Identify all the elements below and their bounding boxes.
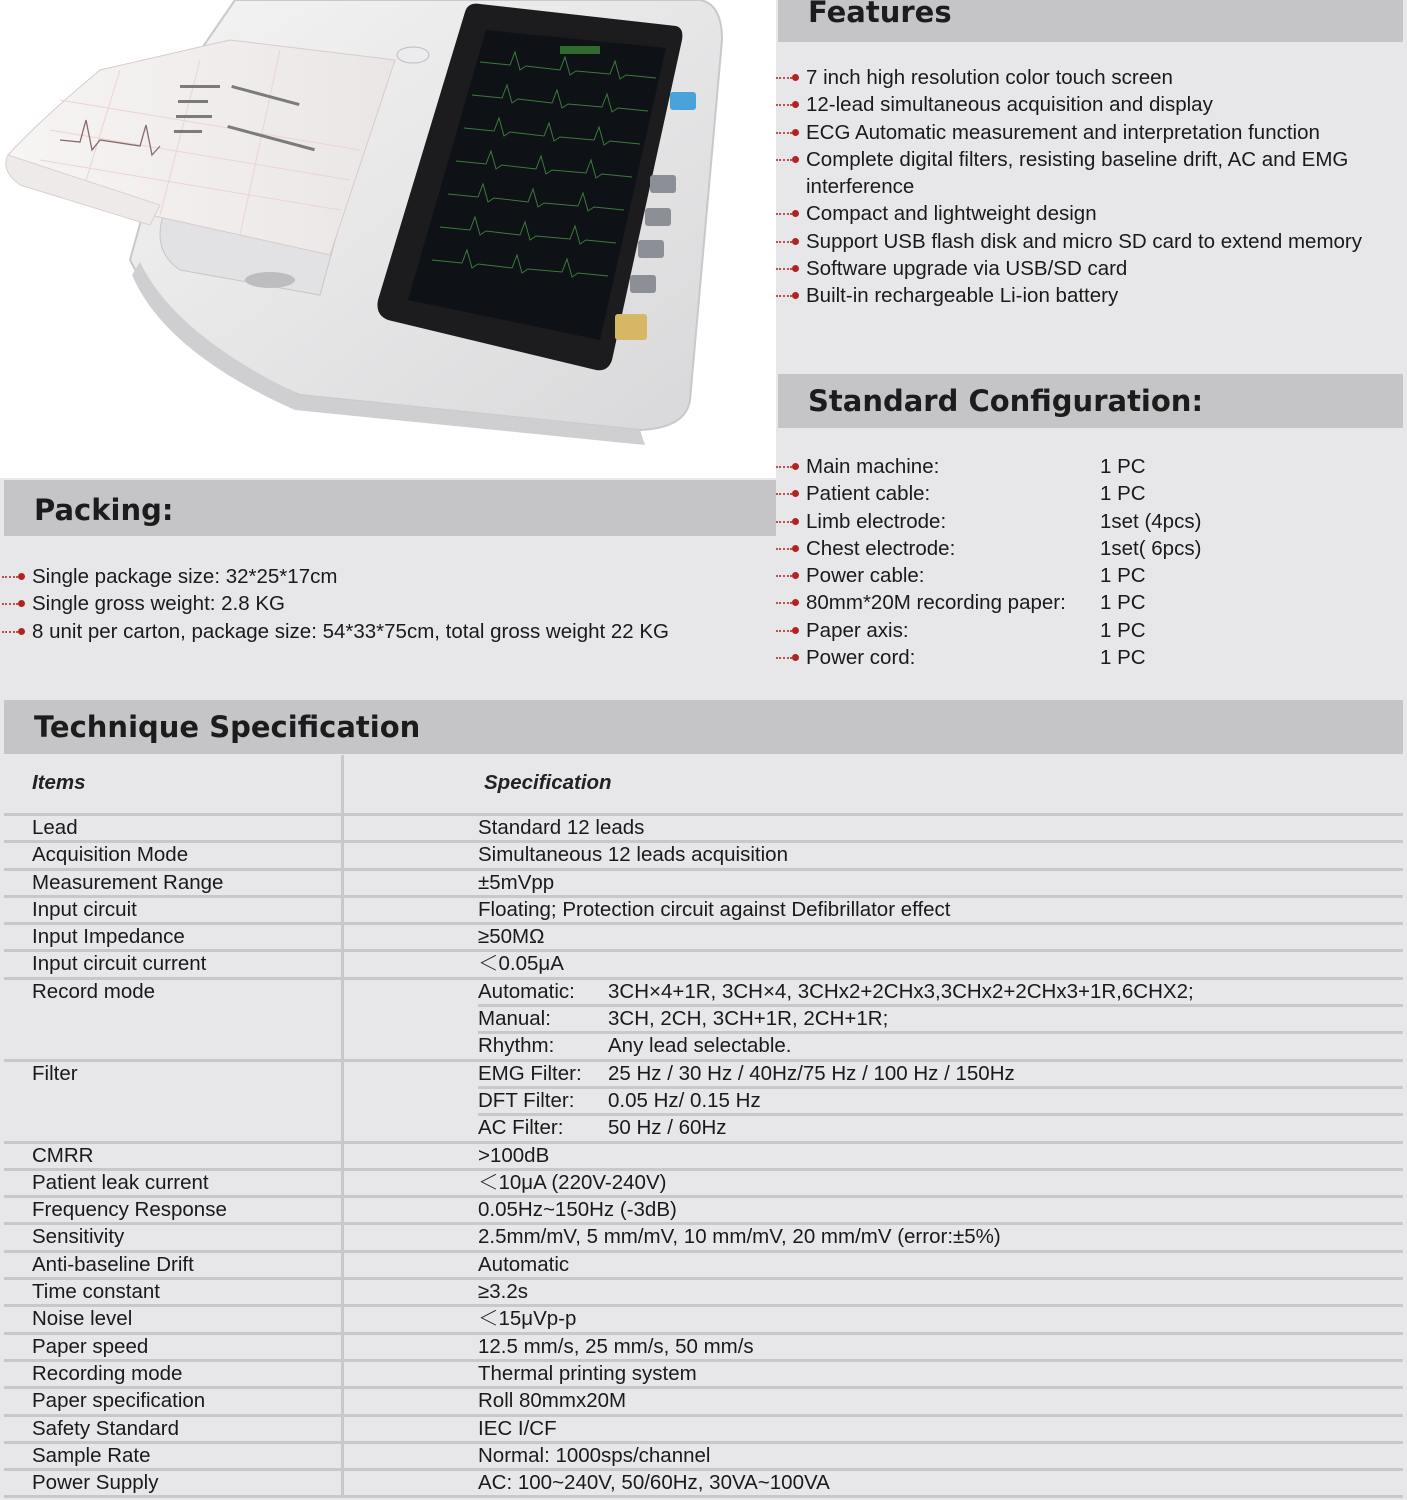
spec-value-line bbox=[478, 1335, 1403, 1359]
packing-item bbox=[32, 563, 732, 590]
spec-item-name: Noise level bbox=[32, 1307, 133, 1331]
spec-item-name: Safety Standard bbox=[32, 1416, 180, 1440]
bullet-icon bbox=[776, 570, 802, 582]
packing-list bbox=[32, 563, 732, 645]
config-item-qty: 1 PC bbox=[1100, 591, 1146, 615]
spec-row bbox=[4, 980, 1403, 1062]
config-item-qty: 1set( 6pcs) bbox=[1100, 536, 1202, 560]
spec-item-name: Record mode bbox=[32, 979, 156, 1003]
spec-row bbox=[4, 1389, 1403, 1416]
config-item bbox=[806, 453, 1396, 480]
spec-row bbox=[4, 1444, 1403, 1471]
spec-row bbox=[4, 1062, 1403, 1144]
packing-item-text: Single gross weight: 2.8 KG bbox=[32, 592, 285, 616]
spec-value-text: IEC I/CF bbox=[478, 1416, 557, 1440]
spec-value-text: >100dB bbox=[478, 1143, 550, 1167]
spec-value-text: ≥3.2s bbox=[478, 1280, 528, 1304]
packing-item-text: Single package size: 32*25*17cm bbox=[32, 565, 338, 588]
spec-sub-label: Automatic: bbox=[478, 979, 575, 1003]
bullet-icon bbox=[776, 516, 802, 528]
spec-value-text: 0.05Hz~150Hz (-3dB) bbox=[478, 1198, 677, 1222]
spec-row bbox=[4, 1471, 1403, 1498]
spec-value bbox=[478, 1307, 1403, 1331]
bullet-icon bbox=[776, 290, 802, 302]
feature-item bbox=[806, 64, 1396, 91]
spec-value-line bbox=[478, 1417, 1403, 1441]
spec-value-line bbox=[478, 816, 1403, 840]
spec-value-line bbox=[478, 1444, 1403, 1468]
config-item-qty: 1 PC bbox=[1100, 646, 1146, 670]
spec-value bbox=[478, 1335, 1403, 1359]
spec-row bbox=[4, 1253, 1403, 1280]
spec-item-name: Sensitivity bbox=[32, 1225, 125, 1249]
spec-value-text: 3CH, 2CH, 3CH+1R, 2CH+1R; bbox=[608, 1007, 889, 1031]
spec-item-name: Filter bbox=[32, 1061, 78, 1085]
spec-value-text: Automatic bbox=[478, 1252, 570, 1276]
config-item-name: Patient cable: bbox=[806, 482, 931, 506]
spec-value-line bbox=[478, 871, 1403, 895]
feature-item-text: Support USB flash disk and micro SD card to extend memory bbox=[806, 229, 1363, 253]
config-item-qty: 1 PC bbox=[1100, 482, 1146, 506]
config-item-name: Main machine: bbox=[806, 455, 940, 478]
spec-row bbox=[4, 1417, 1403, 1444]
spec-item-name: Acquisition Mode bbox=[32, 843, 189, 867]
features-list bbox=[806, 64, 1396, 310]
spec-table-header bbox=[4, 755, 1403, 816]
spec-value-line bbox=[478, 952, 1403, 976]
spec-item-name: Recording mode bbox=[32, 1361, 183, 1385]
spec-item-name: Paper specification bbox=[32, 1389, 206, 1413]
spec-value-line bbox=[478, 1171, 1403, 1195]
spec-value-line bbox=[478, 1034, 1403, 1058]
items-column-header: Items bbox=[32, 771, 86, 794]
spec-value-line bbox=[478, 898, 1403, 922]
spec-row bbox=[4, 925, 1403, 952]
feature-item bbox=[806, 146, 1396, 201]
technique-specification-heading: Technique Specification bbox=[4, 700, 1403, 754]
spec-row bbox=[4, 843, 1403, 870]
feature-item-text: ECG Automatic measurement and interpretation function bbox=[806, 120, 1320, 144]
config-item-qty: 1 PC bbox=[1100, 455, 1146, 478]
packing-item bbox=[32, 590, 732, 617]
spec-value-line bbox=[478, 1362, 1403, 1386]
spec-value-text: ＜15μVp-p bbox=[478, 1307, 577, 1331]
packing-heading: Packing: bbox=[4, 480, 776, 536]
spec-value-line bbox=[478, 1089, 1403, 1116]
spec-value bbox=[478, 1280, 1403, 1304]
spec-row bbox=[4, 952, 1403, 979]
bullet-icon bbox=[776, 127, 802, 139]
bullet-icon bbox=[776, 236, 802, 248]
feature-item bbox=[806, 228, 1396, 255]
spec-value-text: 3CH×4+1R, 3CH×4, 3CHx2+2CHx3,3CHx2+2CHx3+1R,6CHX2; bbox=[608, 979, 1194, 1003]
spec-table-body bbox=[4, 816, 1403, 1498]
spec-item-name: Input circuit current bbox=[32, 952, 207, 976]
spec-value-line bbox=[478, 1471, 1403, 1495]
bullet-icon bbox=[2, 598, 28, 610]
config-item bbox=[806, 480, 1396, 507]
feature-item-text: Complete digital filters, resisting baseline drift, AC and EMG interference bbox=[806, 147, 1349, 199]
bullet-icon bbox=[2, 626, 28, 638]
spec-value bbox=[478, 1062, 1403, 1141]
feature-item bbox=[806, 200, 1396, 227]
spec-value-text: ＜10μA (220V-240V) bbox=[478, 1170, 667, 1194]
spec-value-line bbox=[478, 925, 1403, 949]
feature-item bbox=[806, 282, 1396, 309]
spec-value bbox=[478, 816, 1403, 840]
spec-value-text: Roll 80mmx20M bbox=[478, 1389, 627, 1413]
packing-item-text: 8 unit per carton, package size: 54*33*75cm, total gross weight 22 KG bbox=[32, 619, 670, 643]
spec-row bbox=[4, 816, 1403, 843]
spec-sub-label: Rhythm: bbox=[478, 1034, 555, 1058]
spec-value bbox=[478, 1362, 1403, 1386]
spec-value bbox=[478, 1253, 1403, 1277]
spec-value-line bbox=[478, 1198, 1403, 1222]
spec-value-line bbox=[478, 1307, 1403, 1331]
bullet-icon bbox=[776, 488, 802, 500]
spec-item-name: Input circuit bbox=[32, 897, 137, 921]
spec-value-line bbox=[478, 1389, 1403, 1413]
config-item-qty: 1 PC bbox=[1100, 564, 1146, 588]
spec-item-name: Input Impedance bbox=[32, 925, 185, 949]
product-photo bbox=[0, 0, 776, 478]
spec-value bbox=[478, 1444, 1403, 1468]
spec-value-text: Floating; Protection circuit against Defibrillator effect bbox=[478, 897, 951, 921]
spec-sub-label: Manual: bbox=[478, 1007, 551, 1031]
spec-item-name: Measurement Range bbox=[32, 870, 224, 894]
feature-item-text: Compact and lightweight design bbox=[806, 202, 1097, 226]
feature-item bbox=[806, 119, 1396, 146]
spec-value-text: Thermal printing system bbox=[478, 1361, 697, 1385]
spec-value-text: Standard 12 leads bbox=[478, 816, 645, 839]
feature-item bbox=[806, 255, 1396, 282]
config-item bbox=[806, 562, 1396, 589]
bullet-icon bbox=[2, 571, 28, 583]
spec-item-name: Power Supply bbox=[32, 1471, 159, 1495]
spec-value-text: 0.05 Hz/ 0.15 Hz bbox=[608, 1088, 761, 1112]
spec-value-text: ＜0.05μA bbox=[478, 952, 564, 976]
spec-row bbox=[4, 1335, 1403, 1362]
spec-value bbox=[478, 980, 1403, 1059]
spec-value-line bbox=[478, 1144, 1403, 1168]
spec-table bbox=[4, 755, 1403, 1498]
spec-item-name: Sample Rate bbox=[32, 1443, 151, 1467]
spec-row bbox=[4, 871, 1403, 898]
spec-sub-label: AC Filter: bbox=[478, 1116, 564, 1140]
bullet-icon bbox=[776, 263, 802, 275]
spec-value-line bbox=[478, 1253, 1403, 1277]
spec-value bbox=[478, 898, 1403, 922]
spec-sub-label: DFT Filter: bbox=[478, 1088, 575, 1112]
spec-value-text: AC: 100~240V, 50/60Hz, 30VA~100VA bbox=[478, 1471, 830, 1495]
spec-value bbox=[478, 952, 1403, 976]
feature-item bbox=[806, 91, 1396, 118]
config-item bbox=[806, 508, 1396, 535]
spec-row bbox=[4, 1144, 1403, 1171]
config-item-qty: 1set (4pcs) bbox=[1100, 509, 1202, 533]
specification-column-header: Specification bbox=[484, 771, 612, 794]
spec-value bbox=[478, 1389, 1403, 1413]
bullet-icon bbox=[776, 543, 802, 555]
config-item-name: Power cord: bbox=[806, 646, 916, 670]
spec-row bbox=[4, 1198, 1403, 1225]
spec-value bbox=[478, 925, 1403, 949]
spec-value-text: 50 Hz / 60Hz bbox=[608, 1116, 727, 1140]
spec-value bbox=[478, 1225, 1403, 1249]
spec-row bbox=[4, 1225, 1403, 1252]
spec-value-line bbox=[478, 1007, 1403, 1034]
spec-row bbox=[4, 898, 1403, 925]
spec-item-name: CMRR bbox=[32, 1143, 94, 1167]
packing-item bbox=[32, 618, 732, 645]
config-item-name: Power cable: bbox=[806, 564, 925, 588]
bullet-icon bbox=[776, 597, 802, 609]
bullet-icon bbox=[776, 208, 802, 220]
config-item-name: 80mm*20M recording paper: bbox=[806, 591, 1066, 615]
spec-value-line bbox=[478, 843, 1403, 867]
spec-value bbox=[478, 1471, 1403, 1495]
spec-value bbox=[478, 1198, 1403, 1222]
spec-value-text: Normal: 1000sps/channel bbox=[478, 1443, 711, 1467]
spec-item-name: Lead bbox=[32, 816, 78, 839]
spec-sub-label: EMG Filter: bbox=[478, 1061, 582, 1085]
spec-item-name: Time constant bbox=[32, 1280, 160, 1304]
spec-value-text: ±5mVpp bbox=[478, 870, 555, 894]
spec-item-name: Patient leak current bbox=[32, 1170, 209, 1194]
bullet-icon bbox=[776, 72, 802, 84]
config-item-name: Chest electrode: bbox=[806, 536, 956, 560]
spec-value-text: Any lead selectable. bbox=[608, 1034, 792, 1058]
feature-item-text: 12-lead simultaneous acquisition and display bbox=[806, 93, 1213, 117]
config-item bbox=[806, 589, 1396, 616]
spec-row bbox=[4, 1171, 1403, 1198]
spec-item-name: Frequency Response bbox=[32, 1198, 227, 1222]
spec-item-name: Anti-baseline Drift bbox=[32, 1252, 194, 1276]
spec-value-line bbox=[478, 1062, 1403, 1089]
spec-value-line bbox=[478, 1116, 1403, 1140]
feature-item-text: 7 inch high resolution color touch screen bbox=[806, 66, 1173, 89]
bullet-icon bbox=[776, 625, 802, 637]
spec-value-text: 2.5mm/mV, 5 mm/mV, 10 mm/mV, 20 mm/mV (error:±5%) bbox=[478, 1225, 1001, 1249]
spec-row bbox=[4, 1307, 1403, 1334]
spec-value bbox=[478, 1144, 1403, 1168]
config-item-name: Limb electrode: bbox=[806, 509, 947, 533]
spec-row bbox=[4, 1362, 1403, 1389]
bullet-icon bbox=[776, 461, 802, 473]
spec-value-line bbox=[478, 1280, 1403, 1304]
spec-value bbox=[478, 871, 1403, 895]
config-item-name: Paper axis: bbox=[806, 618, 909, 642]
spec-item-name: Paper speed bbox=[32, 1334, 149, 1358]
ecg-machine-illustration bbox=[0, 0, 776, 478]
spec-value-line bbox=[478, 980, 1403, 1007]
spec-value bbox=[478, 1171, 1403, 1195]
bullet-icon bbox=[776, 154, 802, 166]
standard-configuration-heading: Standard Configuration: bbox=[778, 374, 1403, 428]
config-item bbox=[806, 617, 1396, 644]
bullet-icon bbox=[776, 99, 802, 111]
feature-item-text: Software upgrade via USB/SD card bbox=[806, 257, 1128, 281]
features-heading: Features bbox=[778, 0, 1403, 42]
bullet-icon bbox=[776, 652, 802, 664]
spec-row bbox=[4, 1280, 1403, 1307]
config-item-qty: 1 PC bbox=[1100, 618, 1146, 642]
configuration-list bbox=[806, 453, 1396, 671]
spec-value-text: 25 Hz / 30 Hz / 40Hz/75 Hz / 100 Hz / 150Hz bbox=[608, 1061, 1015, 1085]
spec-value-text: 12.5 mm/s, 25 mm/s, 50 mm/s bbox=[478, 1334, 754, 1358]
spec-value-text: Simultaneous 12 leads acquisition bbox=[478, 843, 788, 867]
config-item bbox=[806, 644, 1396, 671]
spec-value bbox=[478, 843, 1403, 867]
config-item bbox=[806, 535, 1396, 562]
spec-value bbox=[478, 1417, 1403, 1441]
feature-item-text: Built-in rechargeable Li-ion battery bbox=[806, 284, 1119, 308]
spec-value-line bbox=[478, 1225, 1403, 1249]
spec-value-text: ≥50MΩ bbox=[478, 925, 545, 949]
